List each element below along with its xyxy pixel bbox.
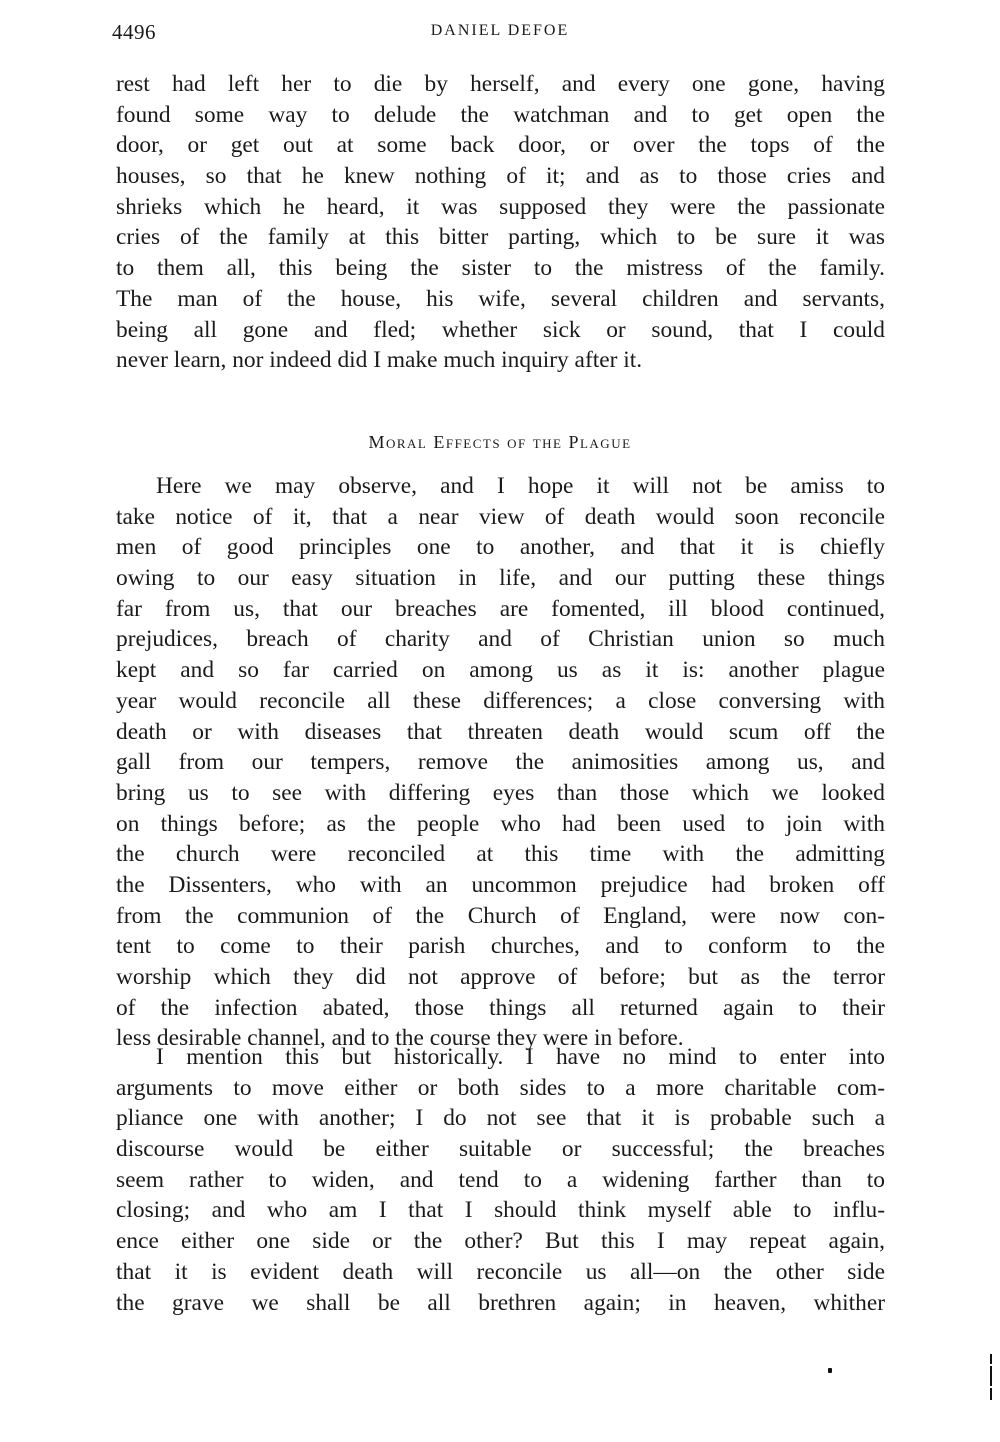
text-line: seem rather to widen, and tend to a widening farther than to: [116, 1166, 885, 1193]
text-line: found some way to delude the watchman and to get open the: [116, 101, 885, 128]
text-line: Here we may observe, and I hope it will not be amiss to: [156, 473, 885, 499]
text-line: the church were reconciled at this time with the admitting: [116, 841, 885, 868]
text-line: on things before; as the people who had been used to join with: [116, 810, 885, 837]
text-line: death or with diseases that threaten death would scum off the: [116, 718, 885, 745]
text-line: never learn, nor indeed did I make much inquiry after it.: [116, 347, 643, 374]
page-number: 4496: [112, 20, 156, 44]
text-line: being all gone and fled; whether sick or sound, that I could: [116, 316, 885, 343]
paragraph-2: [116, 1042, 885, 1318]
text-line: bring us to see with differing eyes than those which we looked: [116, 779, 885, 806]
text-line: door, or get out at some back door, or over the tops of the: [116, 132, 885, 159]
text-line: cries of the family at this bitter parting, which to be sure it was: [116, 224, 885, 251]
text-line: I mention this but historically. I have no mind to enter into: [156, 1044, 885, 1070]
text-line: owing to our easy situation in life, and our putting these things: [116, 565, 885, 592]
scan-edge-mark: [990, 1366, 992, 1386]
text-line: prejudices, breach of charity and of Christian union so much: [116, 626, 885, 653]
text-line: year would reconcile all these differences; a close conversing with: [116, 687, 885, 714]
text-line: houses, so that he knew nothing of it; and as to those cries and: [116, 163, 885, 190]
text-line: shrieks which he heard, it was supposed they were the passionate: [116, 193, 885, 220]
text-line: worship which they did not approve of before; but as the terror: [116, 964, 885, 990]
text-line: the grave we shall be all brethren again; in heaven, whither: [116, 1289, 885, 1316]
section-heading: Moral Effects of the Plague: [368, 432, 632, 452]
running-head: DANIEL DEFOE: [430, 22, 570, 39]
text-line: pliance one with another; I do not see that it is probable such a: [116, 1105, 885, 1132]
scan-edge-mark: [990, 1388, 992, 1400]
continuation-paragraph: [116, 69, 885, 376]
text-line: gall from our tempers, remove the animosities among us, and: [116, 749, 885, 776]
text-line: take notice of it, that a near view of death would soon reconcile: [116, 503, 885, 530]
text-line: that it is evident death will reconcile us all—on the other side: [116, 1258, 885, 1285]
text-line: less desirable channel, and to the course they were in before.: [116, 1025, 684, 1052]
text-line: far from us, that our breaches are fomented, ill blood continued,: [116, 595, 885, 622]
scan-edge-mark: [990, 1354, 992, 1364]
text-line: of the infection abated, those things all returned again to their: [116, 994, 885, 1021]
text-line: ence either one side or the other? But this I may repeat again,: [116, 1228, 885, 1255]
text-line: closing; and who am I that I should think myself able to influ-: [116, 1197, 885, 1224]
text-line: kept and so far carried on among us as it is: another plague: [116, 657, 885, 684]
text-line: from the communion of the Church of England, were now con-: [116, 902, 885, 929]
text-line: men of good principles one to another, and that it is chiefly: [116, 534, 885, 561]
text-line: discourse would be either suitable or successful; the breaches: [116, 1136, 885, 1163]
text-line: to them all, this being the sister to the mistress of the family.: [116, 255, 885, 282]
text-line: arguments to move either or both sides to a more charitable com-: [116, 1074, 885, 1101]
text-line: rest had left her to die by herself, and every one gone, having: [116, 71, 885, 97]
scan-speck: [828, 1368, 832, 1373]
text-line: The man of the house, his wife, several children and servants,: [116, 285, 885, 312]
paragraph-1: [116, 471, 885, 1054]
text-line: tent to come to their parish churches, and to conform to the: [116, 933, 885, 960]
text-line: the Dissenters, who with an uncommon prejudice had broken off: [116, 871, 885, 898]
